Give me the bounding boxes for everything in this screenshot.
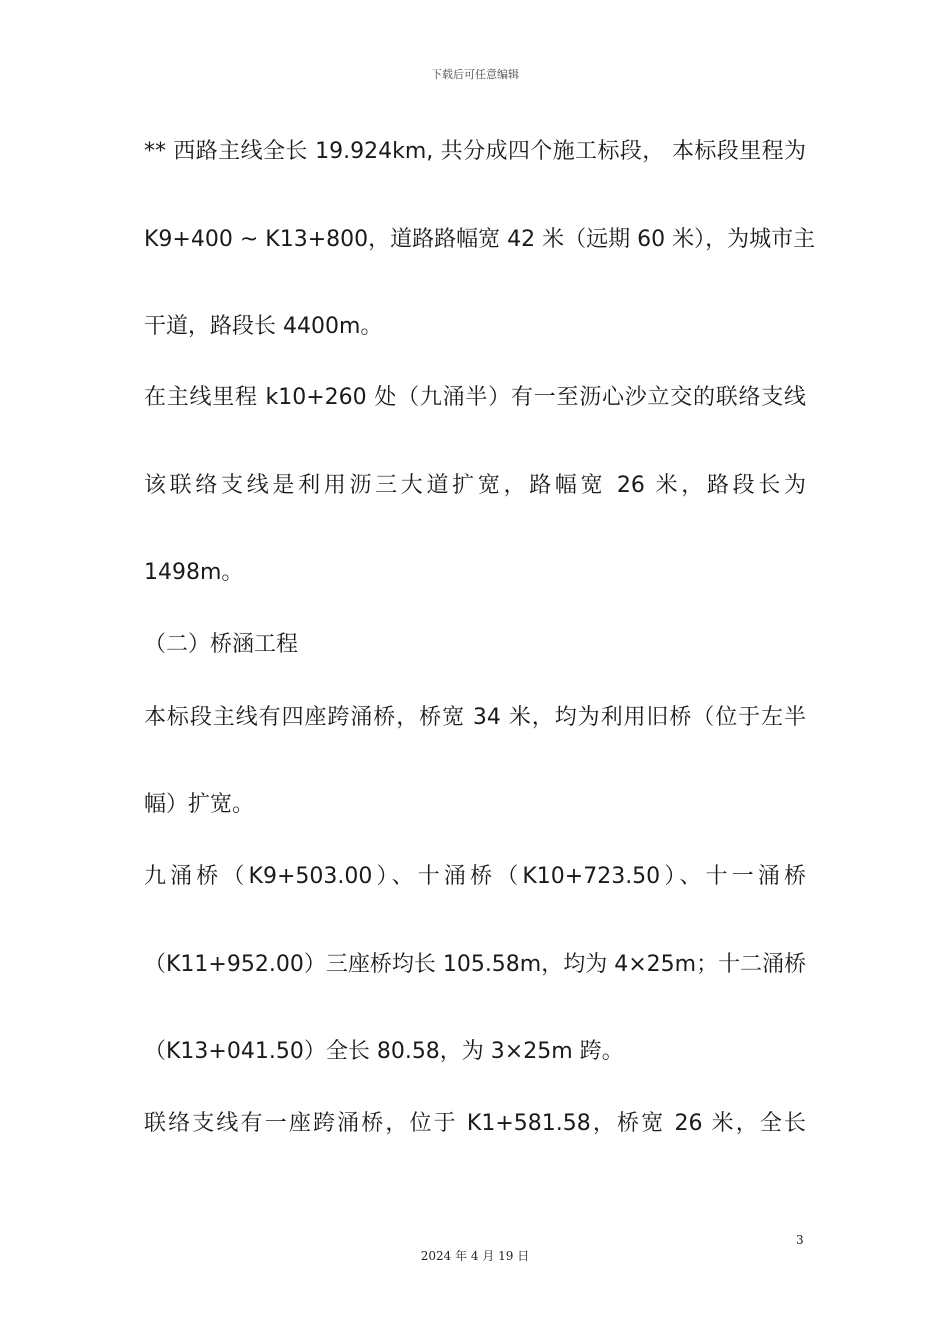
body-line: （K11+952.00）三座桥均长 105.58m，均为 4×25m；十二涌桥 xyxy=(144,952,807,977)
body-line: 联络支线有一座跨涌桥，位于 K1+581.58，桥宽 26 米，全长 xyxy=(144,1111,806,1136)
body-line: 该联络支线是利用沥三大道扩宽，路幅宽 26 米，路段长为 xyxy=(144,473,806,498)
body-line: 在主线里程 k10+260 处（九涌半）有一至沥心沙立交的联络支线 xyxy=(144,385,806,410)
body-line: 干道，路段长 4400m。 xyxy=(144,314,383,339)
section-heading: （二）桥涵工程 xyxy=(144,632,299,657)
header-note: 下载后可任意编辑 xyxy=(431,68,519,81)
body-line: ** 西路主线全长 19.924km, 共分成四个施工标段， 本标段里程为 xyxy=(144,139,806,164)
page-number: 3 xyxy=(796,1233,804,1247)
body-line: （K13+041.50）全长 80.58，为 3×25m 跨。 xyxy=(144,1039,624,1064)
body-line: 1498m。 xyxy=(144,560,244,585)
body-line: 本标段主线有四座跨涌桥，桥宽 34 米，均为利用旧桥（位于左半 xyxy=(144,705,806,730)
body-line: 幅）扩宽。 xyxy=(144,792,255,817)
body-line: 九涌桥（K9+503.00）、十涌桥（K10+723.50）、十一涌桥 xyxy=(144,864,806,889)
footer-date: 2024 年 4 月 19 日 xyxy=(420,1249,530,1263)
body-line: K9+400 ~ K13+800，道路路幅宽 42 米（远期 60 米），为城市主 xyxy=(144,227,816,252)
